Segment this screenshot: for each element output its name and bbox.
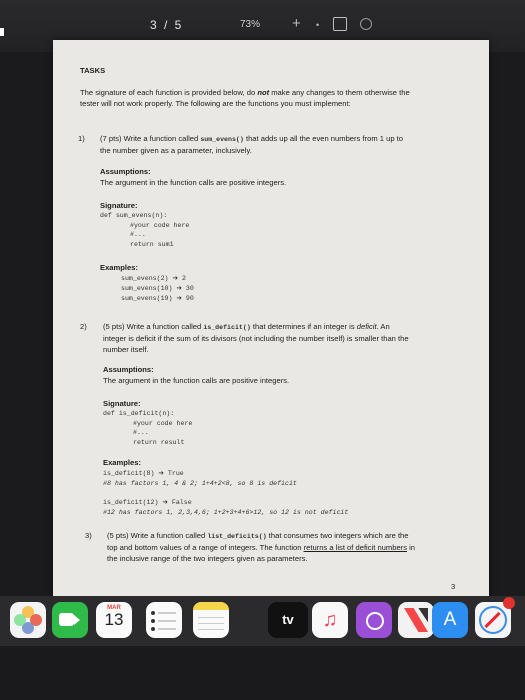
reminder-dot xyxy=(151,627,155,631)
notes-header xyxy=(193,602,229,610)
arrow-icon: ➔ xyxy=(172,274,178,282)
assumptions-text: The argument in the function calls are positive integers. xyxy=(103,376,290,385)
sidebar-icon[interactable] xyxy=(333,17,347,31)
reminder-line xyxy=(158,612,176,614)
page-heading: TASKS xyxy=(80,66,106,75)
calendar-month: MAR xyxy=(107,605,121,611)
examples-label: Examples: xyxy=(103,458,141,467)
camera-lens xyxy=(74,615,80,625)
task-number: 3) xyxy=(85,531,92,540)
example-call: sum_evens(2) xyxy=(121,275,169,282)
text: that consumes two integers which are the xyxy=(266,531,409,540)
text: (5 pts) Write a function called xyxy=(103,322,204,331)
app-store-icon[interactable]: A xyxy=(432,602,468,638)
petal xyxy=(14,614,26,626)
example-comment: #12 has factors 1, 2,3,4,6; 1+2+3+4+6>12, so 12 is not deficit xyxy=(103,508,349,516)
code-line: #your code here xyxy=(133,419,193,427)
code-line: #your code here xyxy=(130,221,190,229)
intro-part: The signature of each function is provided below, do xyxy=(80,88,258,97)
assumptions-text: The argument in the function calls are positive integers. xyxy=(100,178,287,187)
page-number: 3 xyxy=(451,582,456,591)
notes-app-icon[interactable] xyxy=(193,602,229,638)
example-line xyxy=(103,469,184,479)
notes-line xyxy=(198,629,224,630)
reminder-dot xyxy=(151,611,155,615)
example-result: False xyxy=(171,499,192,506)
intro-text xyxy=(80,87,480,109)
reminders-app-icon[interactable] xyxy=(146,602,182,638)
example-result: 90 xyxy=(185,295,194,302)
assumptions-label: Assumptions: xyxy=(100,167,151,176)
notification-badge xyxy=(503,597,515,609)
example-call: sum_evens(10) xyxy=(121,285,173,292)
code-line: #... xyxy=(133,429,149,436)
text: the inclusive range of the two integers given as parameters. xyxy=(107,553,308,563)
function-name: list_deficits() xyxy=(207,533,267,540)
arrow-icon: ➔ xyxy=(176,284,182,292)
dot-icon: • xyxy=(316,20,320,30)
notes-line xyxy=(198,617,224,618)
news-app-icon[interactable] xyxy=(398,602,434,638)
reminder-line xyxy=(158,620,176,622)
arrow-icon: ➔ xyxy=(162,498,168,506)
code-line: return result xyxy=(133,438,185,446)
function-name: is_deficit() xyxy=(203,324,251,331)
assumptions-label: Assumptions: xyxy=(103,365,154,374)
code-line: return sum1 xyxy=(130,240,174,248)
text: top and bottom values of a range of integers. The function xyxy=(107,542,304,552)
reminder-line xyxy=(158,628,176,630)
edge-indicator xyxy=(0,28,4,36)
arrow-icon: ➔ xyxy=(176,294,182,302)
intro-line: tester will not work properly. The following are the functions you must implement: xyxy=(80,99,351,108)
task-2-description xyxy=(103,321,483,355)
podcast-ring xyxy=(366,612,384,630)
document-page xyxy=(53,40,489,600)
camera-shape xyxy=(59,613,74,626)
text: in xyxy=(407,542,416,552)
page-indicator: 3 / 5 xyxy=(150,18,184,32)
photos-app-icon[interactable] xyxy=(10,602,46,638)
text: that adds up all the even numbers from 1 up to xyxy=(243,134,403,143)
code-line: def sum_evens(n): xyxy=(100,212,168,219)
example-comment: #8 has factors 1, 4 & 2; 1+4+2<8, so 8 is deficit xyxy=(103,479,297,487)
example-line xyxy=(121,274,186,284)
calendar-app-icon[interactable] xyxy=(96,602,132,638)
example-call: is_deficit(12) xyxy=(103,499,159,506)
task-1-description xyxy=(100,133,480,156)
example-line xyxy=(121,294,194,304)
desk-surface xyxy=(0,646,525,700)
text: that determines if an integer is xyxy=(250,322,357,331)
emphasis: deficit xyxy=(356,322,377,331)
example-result: 30 xyxy=(185,285,194,292)
tv-label: tv xyxy=(282,612,294,627)
task-number: 1) xyxy=(78,134,85,143)
code-line: #... xyxy=(130,231,146,238)
example-result: True xyxy=(167,470,184,477)
text: . An xyxy=(376,322,390,331)
task-number: 2) xyxy=(80,322,87,331)
function-name: sum_evens() xyxy=(200,136,244,143)
facetime-app-icon[interactable] xyxy=(52,602,88,638)
text: (5 pts) Write a function called xyxy=(107,531,208,540)
examples-label: Examples: xyxy=(100,263,138,272)
text: integer is deficit if the sum of its divisors (not including the number itself) is smaller than the xyxy=(103,333,409,343)
signature-label: Signature: xyxy=(103,399,141,408)
plus-icon[interactable]: + xyxy=(292,15,301,32)
example-call: is_deficit(8) xyxy=(103,470,155,477)
notes-line xyxy=(198,623,224,624)
calendar-day: 13 xyxy=(104,610,124,629)
intro-part: make any changes to them otherwise the xyxy=(269,88,410,97)
example-line xyxy=(121,284,194,294)
underlined-text: returns a list of deficit numbers xyxy=(303,542,407,552)
example-line xyxy=(103,498,192,508)
signature-label: Signature: xyxy=(100,201,138,210)
dock xyxy=(0,596,525,646)
code-line: def is_deficit(n): xyxy=(103,410,175,417)
music-app-icon[interactable]: ♫ xyxy=(312,602,348,638)
podcasts-app-icon[interactable] xyxy=(356,602,392,638)
search-icon[interactable] xyxy=(360,18,372,30)
text: number itself. xyxy=(103,344,149,354)
intro-emphasis: not xyxy=(257,88,270,97)
apple-tv-app-icon[interactable] xyxy=(268,602,308,638)
example-result: 2 xyxy=(181,275,186,282)
example-call: sum_evens(19) xyxy=(121,295,173,302)
zoom-level[interactable]: 73% xyxy=(240,19,261,30)
text: the number given as a parameter, inclusively. xyxy=(100,145,252,155)
reminder-dot xyxy=(151,619,155,623)
arrow-icon: ➔ xyxy=(158,469,164,477)
task-3-description xyxy=(107,530,483,564)
text: (7 pts) Write a function called xyxy=(100,134,201,143)
